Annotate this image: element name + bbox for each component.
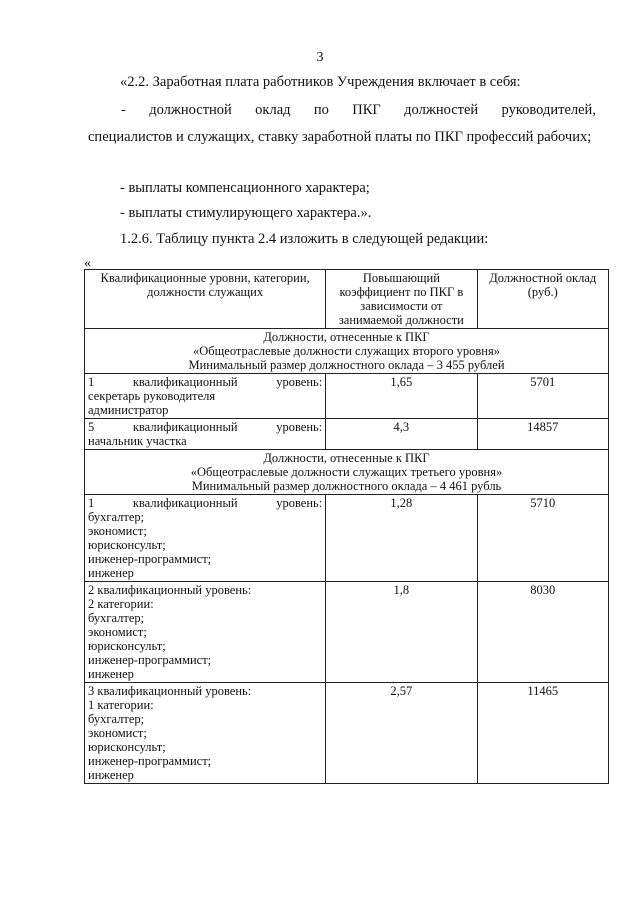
position: юрисконсульт; (88, 538, 166, 552)
level-cell (85, 495, 326, 582)
header-salary: Должностной оклад (руб.) (477, 270, 608, 329)
paragraph-2-2: «2.2. Заработная плата работников Учреждения включает в себя: (120, 74, 521, 90)
position: инженер-программист; (88, 653, 212, 667)
coefficient-cell: 2,57 (326, 683, 477, 784)
table-row (85, 582, 609, 683)
position: экономист; (88, 726, 147, 740)
table-header-row (85, 270, 609, 329)
section-line: Минимальный размер должностного оклада – 4 461 рубль (191, 479, 502, 493)
level-cell (85, 419, 326, 450)
table-row (85, 683, 609, 784)
table-row (85, 495, 609, 582)
level-tail: уровень: (276, 496, 323, 510)
table-row (85, 419, 609, 450)
word: должностной (149, 102, 232, 118)
header-levels: Квалификационные уровни, категории, должности служащих (85, 270, 326, 329)
bullet-1-rest: специалистов и служащих, ставку заработной платы по ПКГ профессий рабочих; (88, 129, 592, 145)
salary-cell: 14857 (477, 419, 608, 450)
section-row-second-level (85, 329, 609, 374)
position: инженер-программист; (88, 754, 212, 768)
section-line: Должности, отнесенные к ПКГ (263, 451, 430, 465)
position: секретарь руководителя (88, 389, 216, 403)
salary-cell: 8030 (477, 582, 608, 683)
level-tail: уровень: (276, 375, 323, 389)
paragraph-bullet-3: - выплаты стимулирующего характера.». (120, 205, 372, 221)
section-title (85, 329, 609, 374)
position: администратор (88, 403, 169, 417)
table-row (85, 374, 609, 419)
level-cell (85, 374, 326, 419)
section-line: Должности, отнесенные к ПКГ (263, 330, 430, 344)
level-cell (85, 683, 326, 784)
position: инженер (88, 566, 134, 580)
position: 1 категории: (88, 698, 154, 712)
position: начальник участка (88, 434, 187, 448)
position: инженер (88, 667, 134, 681)
level-cell (85, 582, 326, 683)
section-line: «Общеотраслевые должности служащих третьего уровня» (190, 465, 503, 479)
position: инженер (88, 768, 134, 782)
level-number: 5 (88, 420, 95, 434)
level-word: квалификационный (132, 496, 238, 510)
salary-cell: 5701 (477, 374, 608, 419)
position: экономист; (88, 524, 147, 538)
paragraph-bullet-1 (88, 97, 596, 151)
level-word: квалификационный (132, 375, 238, 389)
coefficient-cell: 1,8 (326, 582, 477, 683)
word: оклад (255, 102, 291, 118)
coefficient-cell: 4,3 (326, 419, 477, 450)
word: должностей (404, 102, 479, 118)
position: юрисконсульт; (88, 740, 166, 754)
word: ПКГ (352, 102, 381, 118)
level-line: 3 квалификационный уровень: (88, 684, 252, 698)
salary-cell: 5710 (477, 495, 608, 582)
coefficient-cell: 1,65 (326, 374, 477, 419)
position: 2 категории: (88, 597, 154, 611)
paragraph-bullet-2: - выплаты компенсационного характера; (120, 180, 370, 196)
level-line (88, 375, 322, 389)
position: бухгалтер; (88, 712, 145, 726)
position: инженер-программист; (88, 552, 212, 566)
level-line: 2 квалификационный уровень: (88, 583, 252, 597)
word: руководителей, (501, 102, 596, 118)
level-number: 1 (88, 375, 95, 389)
word: - (121, 102, 126, 118)
level-line (88, 496, 322, 510)
page-number: 3 (316, 50, 324, 65)
position: бухгалтер; (88, 510, 145, 524)
position: экономист; (88, 625, 147, 639)
level-number: 1 (88, 496, 95, 510)
bullet-1-first-line (121, 97, 596, 124)
level-line (88, 420, 322, 434)
coefficient-cell: 1,28 (326, 495, 477, 582)
salary-cell: 11465 (477, 683, 608, 784)
paragraph-1-2-6: 1.2.6. Таблицу пункта 2.4 изложить в следующей редакции: (120, 231, 489, 247)
level-word: квалификационный (132, 420, 238, 434)
section-line: «Общеотраслевые должности служащих второго уровня» (193, 344, 500, 358)
section-title (85, 450, 609, 495)
section-row-third-level (85, 450, 609, 495)
word: по (313, 102, 329, 118)
header-coefficient: Повышающий коэффициент по ПКГ в зависимости от занимаемой должности (326, 270, 477, 329)
opening-quote: « (84, 256, 91, 271)
position: бухгалтер; (88, 611, 145, 625)
level-tail: уровень: (276, 420, 323, 434)
salary-table (84, 269, 609, 784)
section-line: Минимальный размер должностного оклада – 3 455 рублей (188, 358, 505, 372)
position: юрисконсульт; (88, 639, 166, 653)
